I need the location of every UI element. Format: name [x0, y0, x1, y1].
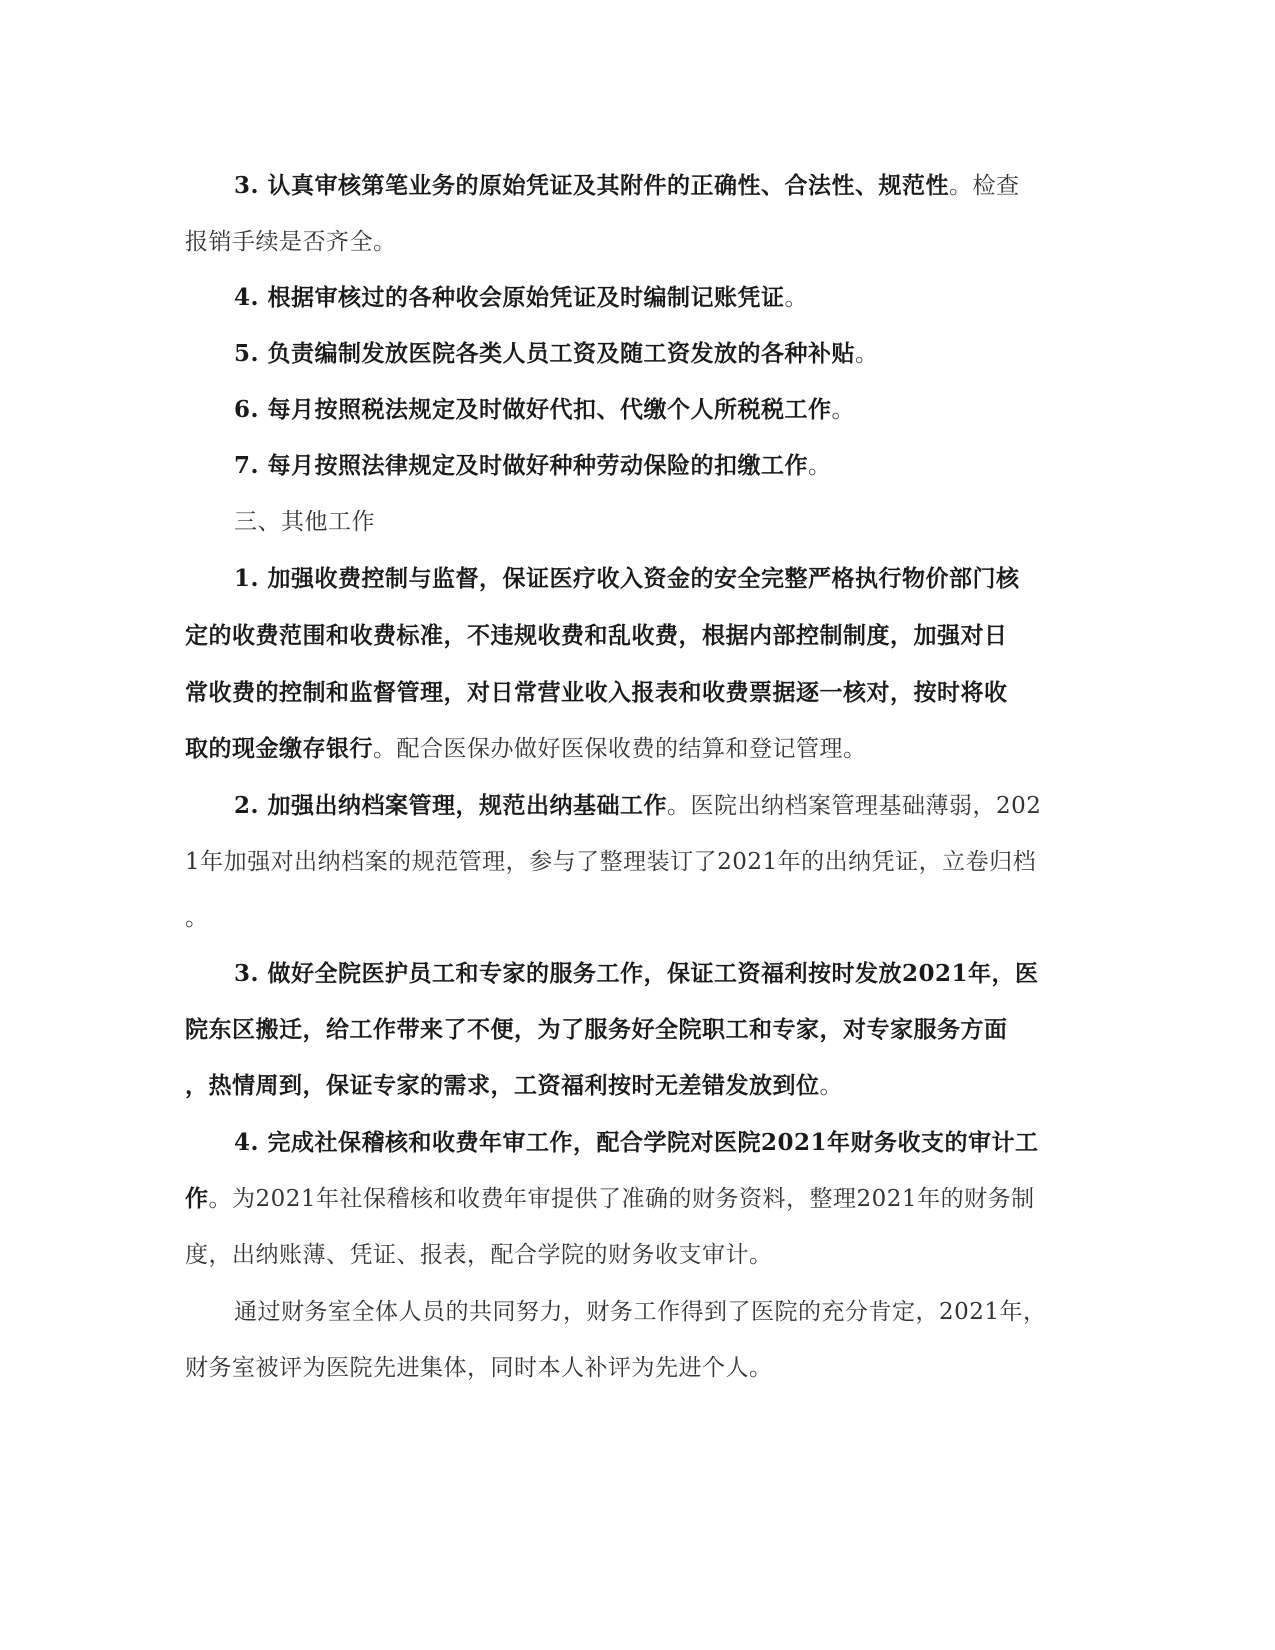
- summary-line-2: [185, 1352, 1065, 1384]
- other-item-4-line-3: [185, 1239, 1065, 1271]
- normal-text: 。: [185, 905, 209, 931]
- normal-text: 。为2021年社保稽核和收费年审提供了准确的财务资料，整理2021年的财务制: [208, 1186, 1035, 1212]
- bold-text: 4. 完成社保稽核和收费年审工作，配合学院对医院2021年财务收支的审计工: [234, 1129, 1039, 1156]
- item-3-line-2: [185, 226, 1065, 258]
- bold-text: 5. 负责编制发放医院各类人员工资及随工资发放的各种补贴: [234, 340, 856, 367]
- normal-text: 。: [855, 341, 879, 367]
- bold-text: 常收费的控制和监督管理，对日常营业收入报表和收费票据逐一核对，按时将收: [185, 679, 1008, 706]
- other-item-1-line-2: [185, 620, 1065, 652]
- other-item-4-line-2: [185, 1183, 1065, 1215]
- other-item-3-line-2: [185, 1014, 1065, 1046]
- normal-text: 财务室被评为医院先进集体，同时本人补评为先进个人。: [185, 1355, 773, 1381]
- bold-text: 定的收费范围和收费标准，不违规收费和乱收费，根据内部控制制度，加强对日: [185, 622, 1008, 649]
- normal-text: 三、其他工作: [234, 509, 375, 535]
- normal-text: 。: [784, 285, 809, 311]
- bold-text: 2. 加强出纳档案管理，规范出纳基础工作: [234, 792, 668, 819]
- other-item-2-line-3: [185, 902, 1065, 934]
- normal-text: 。配合医保办做好医保收费的结算和登记管理。: [373, 736, 867, 762]
- summary-line-1: [234, 1296, 1065, 1328]
- bold-text: 院东区搬迁，给工作带来了不便，为了服务好全院职工和专家，对专家服务方面: [185, 1016, 1008, 1043]
- other-item-4-line-1: [234, 1127, 1065, 1159]
- normal-text: 。: [819, 1073, 843, 1099]
- bold-text: 作: [185, 1185, 209, 1212]
- normal-text: 1年加强对出纳档案的规范管理，参与了整理装订了2021年的出纳凭证，立卷归档: [185, 849, 1037, 875]
- bold-text: 3. 认真审核第笔业务的原始凭证及其附件的正确性、合法性、规范性: [234, 172, 950, 199]
- normal-text: 。: [808, 453, 832, 479]
- normal-text: 。: [831, 397, 856, 423]
- other-item-2-line-2: [185, 846, 1065, 878]
- other-item-3-line-3: [185, 1070, 1065, 1102]
- item-6-line: [234, 394, 1065, 426]
- normal-text: 。医院出纳档案管理基础薄弱，202: [667, 793, 1042, 819]
- bold-text: ，热情周到，保证专家的需求，工资福利按时无差错发放到位: [185, 1072, 820, 1099]
- other-item-1-line-3: [185, 677, 1065, 709]
- item-3-line-1: [234, 170, 1065, 202]
- bold-text: 7. 每月按照法律规定及时做好种种劳动保险的扣缴工作: [234, 452, 809, 479]
- normal-text: 报销手续是否齐全。: [185, 229, 397, 255]
- other-item-3-line-1: [234, 958, 1065, 990]
- item-5-line: [234, 338, 1065, 370]
- normal-text: 。检查: [949, 173, 1020, 199]
- other-item-2-line-1: [234, 790, 1065, 822]
- bold-text: 6. 每月按照税法规定及时做好代扣、代缴个人所税税工作: [234, 396, 832, 423]
- bold-text: 取的现金缴存银行: [185, 735, 373, 762]
- item-4-line: [234, 282, 1065, 314]
- section-heading-other-work: [234, 506, 1065, 538]
- other-item-1-line-4: [185, 733, 1065, 765]
- bold-text: 1. 加强收费控制与监督，保证医疗收入资金的安全完整严格执行物价部门核: [234, 565, 1020, 592]
- other-item-1-line-1: [234, 563, 1065, 595]
- normal-text: 通过财务室全体人员的共同努力，财务工作得到了医院的充分肯定，2021年，: [234, 1299, 1047, 1325]
- normal-text: 度，出纳账薄、凭证、报表，配合学院的财务收支审计。: [185, 1242, 773, 1268]
- bold-text: 3. 做好全院医护员工和专家的服务工作，保证工资福利按时发放2021年，医: [234, 960, 1039, 987]
- item-7-line: [234, 450, 1065, 482]
- bold-text: 4. 根据审核过的各种收会原始凭证及时编制记账凭证: [234, 284, 785, 311]
